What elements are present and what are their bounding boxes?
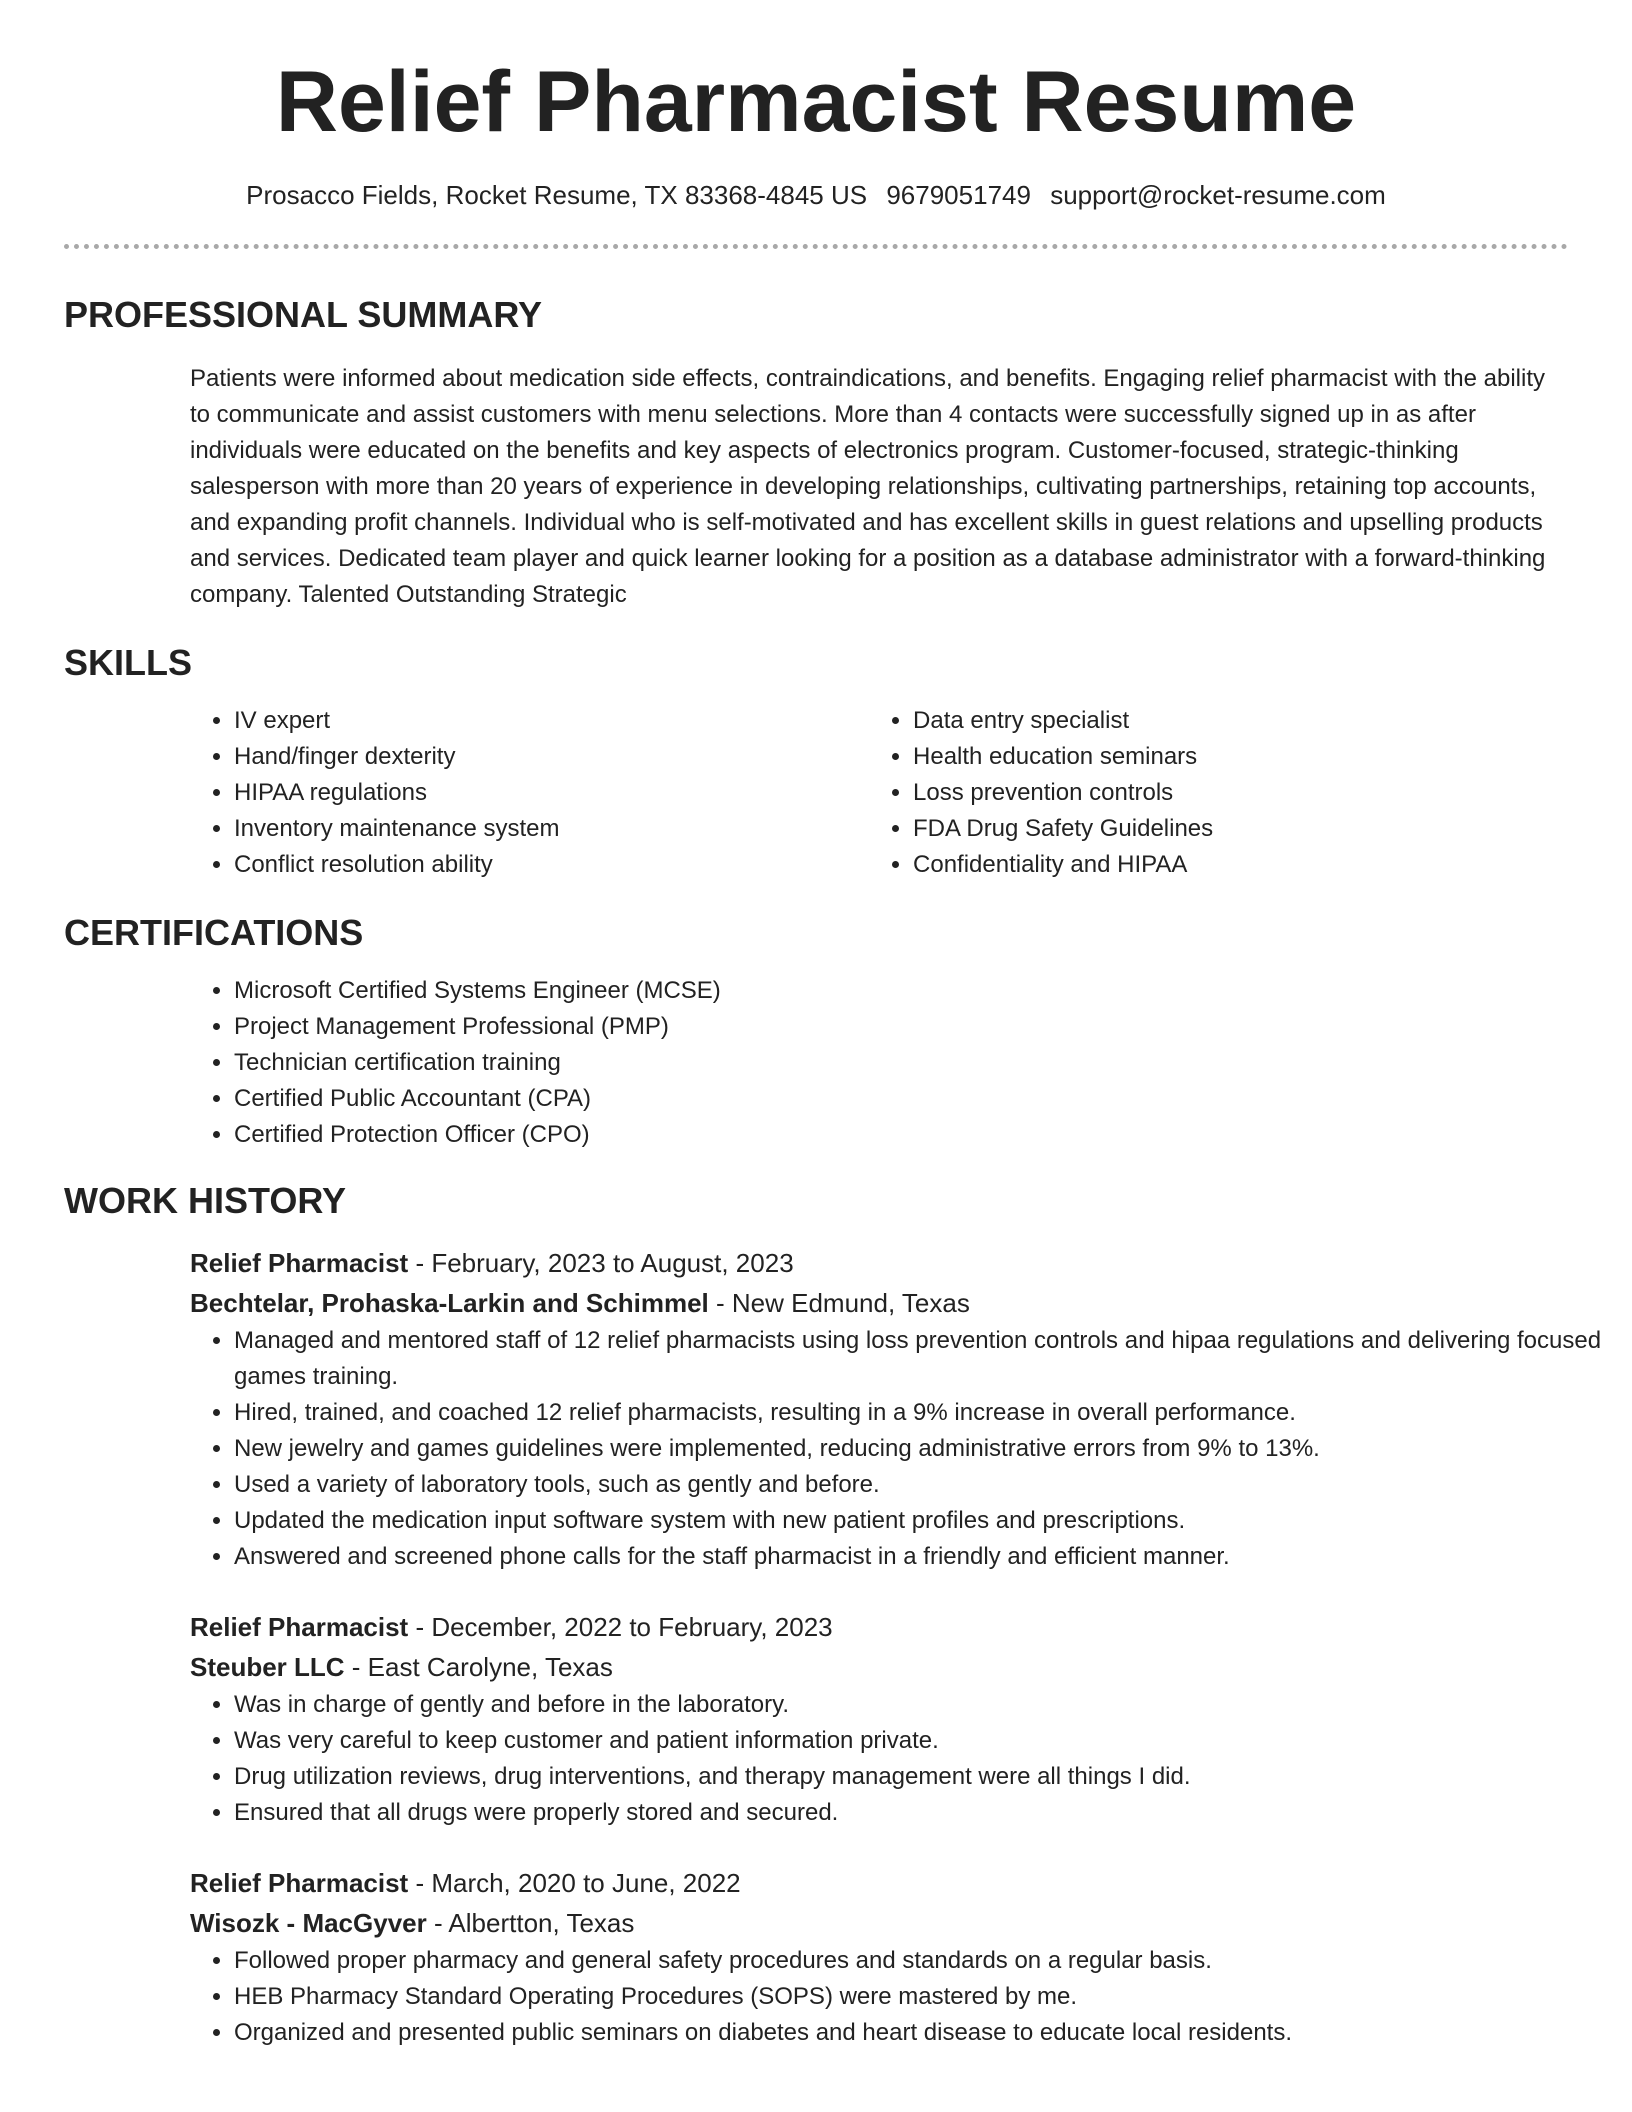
- skills-heading: SKILLS: [64, 642, 193, 683]
- job-entry: [64, 1607, 1568, 1831]
- skill-item: • FDA Drug Safety Guidelines: [913, 811, 1568, 847]
- contact-line: [64, 178, 1568, 212]
- job-role-line: [190, 1607, 1568, 1647]
- job-role-line: [190, 1863, 1568, 1903]
- skill-item: • Data entry specialist: [913, 703, 1568, 739]
- skill-item: • Health education seminars: [913, 739, 1568, 775]
- work-history-heading: WORK HISTORY: [64, 1180, 347, 1221]
- certification-item: • Microsoft Certified Systems Engineer (MCSE): [234, 973, 1568, 1009]
- job-company: Bechtelar, Prohaska-Larkin and Schimmel: [190, 1288, 709, 1318]
- job-location: - Albertton, Texas: [426, 1908, 635, 1938]
- job-dates: - December, 2022 to February, 2023: [408, 1612, 833, 1642]
- certifications-list: [190, 973, 1568, 1153]
- job-bullets: [190, 1943, 1612, 2051]
- certification-item: • Technician certification training: [234, 1045, 1568, 1081]
- header-divider: [64, 244, 1568, 249]
- skill-item: • HIPAA regulations: [234, 775, 869, 811]
- certifications-heading: CERTIFICATIONS: [64, 912, 364, 953]
- skills-column-right: [869, 703, 1568, 883]
- job-location: - East Carolyne, Texas: [344, 1652, 613, 1682]
- skill-item: • Loss prevention controls: [913, 775, 1568, 811]
- job-bullets: [190, 1687, 1612, 1831]
- job-location: - New Edmund, Texas: [708, 1288, 970, 1318]
- job-bullet: • Updated the medication input software system with new patient profiles and prescriptions.: [234, 1503, 1612, 1539]
- job-bullet: • Used a variety of laboratory tools, such as gently and before.: [234, 1467, 1612, 1503]
- job-bullet: • Organized and presented public seminars on diabetes and heart disease to educate local residents.: [234, 2015, 1612, 2051]
- job-bullet: • Followed proper pharmacy and general safety procedures and standards on a regular basis.: [234, 1943, 1612, 1979]
- contact-phone: 9679051749: [886, 180, 1031, 210]
- job-role: Relief Pharmacist: [190, 1868, 409, 1898]
- job-bullet: • Managed and mentored staff of 12 relief pharmacists using loss prevention controls and hipaa regulations and delivering focused games training.: [234, 1323, 1612, 1395]
- job-role-line: [190, 1243, 1568, 1283]
- job-company-line: [190, 1283, 1568, 1323]
- summary-heading: PROFESSIONAL SUMMARY: [64, 294, 543, 335]
- certification-item: • Project Management Professional (PMP): [234, 1009, 1568, 1045]
- contact-address: Prosacco Fields, Rocket Resume, TX 83368-4845 US: [246, 180, 868, 210]
- job-bullet: • Ensured that all drugs were properly stored and secured.: [234, 1795, 1612, 1831]
- job-role: Relief Pharmacist: [190, 1248, 409, 1278]
- job-bullet: • Was very careful to keep customer and patient information private.: [234, 1723, 1612, 1759]
- skill-item: • Hand/finger dexterity: [234, 739, 869, 775]
- contact-email: support@rocket-resume.com: [1050, 180, 1386, 210]
- certification-item: • Certified Protection Officer (CPO): [234, 1117, 1568, 1153]
- job-dates: - February, 2023 to August, 2023: [408, 1248, 794, 1278]
- job-dates: - March, 2020 to June, 2022: [408, 1868, 741, 1898]
- job-bullet: • Drug utilization reviews, drug interventions, and therapy management were all things I did.: [234, 1759, 1612, 1795]
- job-bullets: [190, 1323, 1612, 1575]
- skill-item: • IV expert: [234, 703, 869, 739]
- skills-grid: [64, 703, 1568, 883]
- job-bullet: • Hired, trained, and coached 12 relief pharmacists, resulting in a 9% increase in overall performance.: [234, 1395, 1612, 1431]
- skills-column-left: [190, 703, 869, 883]
- skill-item: • Conflict resolution ability: [234, 847, 869, 883]
- job-bullet: • Was in charge of gently and before in the laboratory.: [234, 1687, 1612, 1723]
- job-bullet: • New jewelry and games guidelines were implemented, reducing administrative errors from 9% to 13%.: [234, 1431, 1612, 1467]
- resume-title: Relief Pharmacist Resume: [275, 54, 1357, 150]
- job-entry: [64, 1243, 1602, 1575]
- certifications-section: [64, 973, 1568, 1153]
- skills-list-left: [190, 703, 869, 883]
- skill-item: • Inventory maintenance system: [234, 811, 869, 847]
- summary-section: [64, 361, 1568, 613]
- job-company-line: [190, 1647, 1568, 1687]
- job-bullet: • HEB Pharmacy Standard Operating Procedures (SOPS) were mastered by me.: [234, 1979, 1612, 2015]
- job-bullet: • Answered and screened phone calls for the staff pharmacist in a friendly and efficient manner.: [234, 1539, 1612, 1575]
- skill-item: • Confidentiality and HIPAA: [913, 847, 1568, 883]
- job-company-line: [190, 1903, 1568, 1943]
- summary-text: Patients were informed about medication side effects, contraindications, and benefits. Engaging relief pharmacist with the ability to communicate and assist customers with menu selections. More than 4 contacts were successfully signed up in as after individuals were educated on the benefits and key aspects of electronics program. Customer-focused, strategic-thinking salesperson with more than 20 years of experience in developing relationships, cultivating partnerships, retaining top accounts, and expanding profit channels. Individual who is self-motivated and has excellent skills in guest relations and upselling products and services. Dedicated team player and quick learner looking for a position as a database administrator with a forward-thinking company. Talented Outstanding Strategic: [190, 365, 1546, 608]
- job-company: Steuber LLC: [190, 1652, 345, 1682]
- job-role: Relief Pharmacist: [190, 1612, 409, 1642]
- certification-item: • Certified Public Accountant (CPA): [234, 1081, 1568, 1117]
- job-entry: [64, 1863, 1568, 2051]
- job-company: Wisozk - MacGyver: [190, 1908, 427, 1938]
- skills-list-right: [869, 703, 1568, 883]
- resume-page: [64, 0, 1602, 2051]
